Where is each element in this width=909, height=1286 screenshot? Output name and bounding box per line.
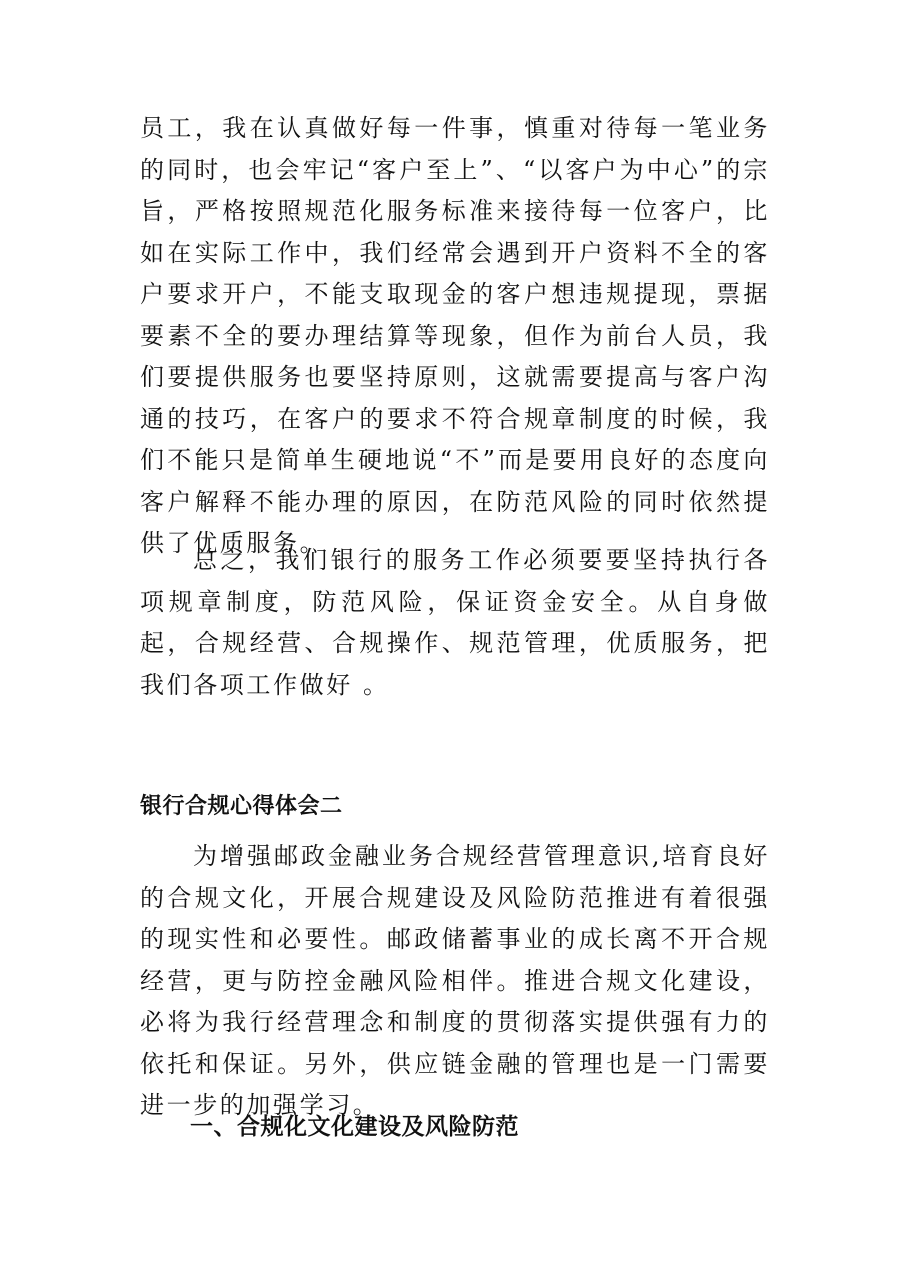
- section-title: 银行合规心得体会二: [140, 794, 343, 819]
- body-paragraph-3: 为增强邮政金融业务合规经营管理意识,培育良好的合规文化，开展合规建设及风险防范推进有着很强的现实性和必要性。邮政储蓄事业的成长离不开合规经营，更与防控金融风险相伴。推进合规文化建设，必将为我行经营理念和制度的贯彻落实提供强有力的依托和保证。另外，供应链金融的管理也是一门需要进一步的加强学习。: [140, 842, 770, 1119]
- body-paragraph-2: 总之，我们银行的服务工作必须要要坚持执行各项规章制度，防范风险，保证资金安全。从自身做起，合规经营、合规操作、规范管理，优质服务，把我们各项工作做好 。: [140, 546, 770, 699]
- body-paragraph-1: 员工，我在认真做好每一件事，慎重对待每一笔业务的同时，也会牢记“客户至上”、“以客户为中心”的宗旨，严格按照规范化服务标准来接待每一位客户，比如在实际工作中，我们经常会遇到开户资料不全的客户要求开户，不能支取现金的客户想违规提现，票据要素不全的要办理结算等现象，但作为前台人员，我们要提供服务也要坚持原则，这就需要提高与客户沟通的技巧，在客户的要求不符合规章制度的时候，我们不能只是简单生硬地说“不”而是要用良好的态度向客户解释不能办理的原因，在防范风险的同时依然提供了优质服务。: [140, 114, 770, 557]
- subsection-title: 一、合规化文化建设及风险防范: [190, 1114, 519, 1140]
